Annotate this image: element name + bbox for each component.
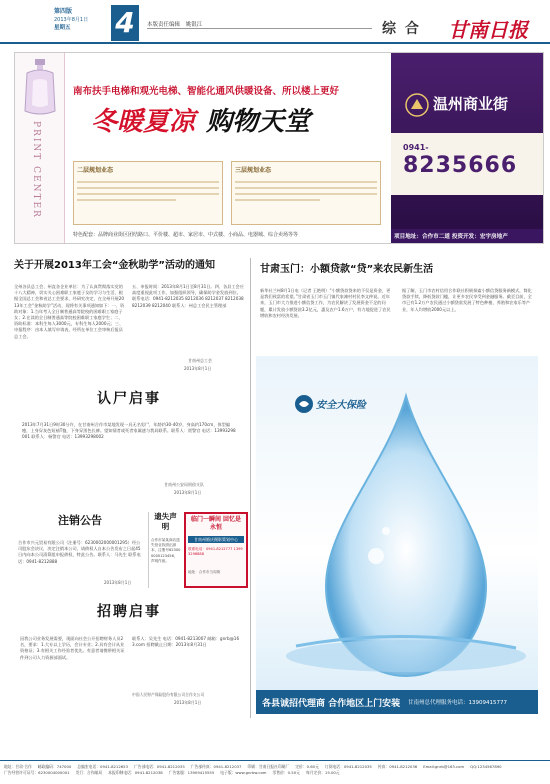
footer-item: Email:gnrb@163.com xyxy=(423,764,465,769)
editor-name: 姚银江 xyxy=(185,22,203,28)
mall-advertisement xyxy=(14,52,544,244)
phone-prefix: 0941- xyxy=(403,143,429,152)
notice-golden-autumn-title: 关于开展2013年工会“金秋助学”活动的通知 xyxy=(14,260,215,271)
wedding-ad-title: 临门一瞬间 回忆是永恒 xyxy=(190,516,242,531)
footer-item: 邮政编码：747000 xyxy=(37,764,72,769)
footer-rule xyxy=(0,760,550,761)
footer-item: 印刷：甘南日报社印刷厂 xyxy=(247,764,290,769)
perfume-panel xyxy=(15,53,65,244)
edition-date: 2013年8月1日 xyxy=(54,17,89,23)
insurance-hotline: 甘南州总代理服务电话：13909415777 xyxy=(408,700,507,706)
section-title: 综 合 xyxy=(382,21,421,37)
body-identification-signature: 甘南州公安局刑侦支队 xyxy=(164,482,204,487)
loss-declaration xyxy=(148,512,182,588)
footer-item: 电子版：www.gnrbw.com xyxy=(220,770,267,775)
footer-items xyxy=(4,764,546,776)
phone-panel xyxy=(391,133,544,195)
recruitment-title: 招聘启事 xyxy=(97,604,161,620)
footer-item: 定价：0.60元 xyxy=(295,764,319,769)
notice-golden-autumn-date: 2013年8月1日 xyxy=(184,366,212,371)
header-rule xyxy=(0,42,550,44)
panel-third-floor-title: 三层规划业态 xyxy=(235,167,272,174)
footer-item: 广告客服：13909415555 xyxy=(168,770,215,775)
footer-item: 传真：0941-8212036 xyxy=(377,764,418,769)
ad-subheadline: 南布扶手电梯和观光电梯、智能化通风供暖设备、所以楼上更好 xyxy=(73,86,340,97)
insurance-logo-text: 安全大保险 xyxy=(316,400,366,411)
footer-item: 订阅电话：0941-8212035 xyxy=(324,764,372,769)
mall-emblem-icon xyxy=(405,93,429,117)
recruitment-contact: 联系人：吴先生 电话：0941-8213007 邮箱：gnrb@163.com 招聘截止日期：2013年8月31日 xyxy=(132,636,240,648)
print-center-label: PRINT CENTER xyxy=(31,121,41,219)
edition-weekday: 星期五 xyxy=(54,25,71,31)
loss-declaration-text: 合作市某某商店遗失营业执照正副本，注册号623000000123456，声明作废。 xyxy=(151,538,181,563)
footer xyxy=(4,764,546,780)
body-identification-text: 2013年7月31日9时30分许，在甘南州合作市某地发现一具无名男尸，年龄约30-40岁，身高约170cm，体型偏瘦，上身穿灰色短袖T恤，下身穿黑色长裤。望知情者或死者家属速与我局联系。联系人：贾警官 电话：13993298001 联系人：杨警官 电话：13993298002 xyxy=(22,422,236,440)
notice-golden-autumn-col1: 全州各县总工会、州直各企业单位：为了认真贯彻落实党的十八大精神，切实关心困难职工家庭子女的学习与生活，根据全国总工会和省总工会要求，经研究决定，在全州开展2013年工会“金秋助学”活动，现将有关事项通知如下：一、资助对象：1.当年考入全日制普通高等院校的困难职工家庭子女；2.在读的全日制普通高等院校困难职工家庭学生；二、资助标准：本科生每人3000元，专科生每人2000元；三、申报程序：由本人填写申请表，经所在单位工会审核后报县总工会。 xyxy=(14,284,125,339)
wedding-ad-subtitle: 甘南州婚庆摄影策划中心 xyxy=(188,536,244,543)
cancellation-notice-title: 注销公告 xyxy=(58,514,102,527)
wedding-ad-contact: 联系电话：0941-8212777 13993298888 xyxy=(188,547,243,556)
notice-golden-autumn xyxy=(14,258,244,378)
wedding-photo-ad xyxy=(184,512,248,588)
footer-item: 广告部传真：0941-8212037 xyxy=(190,764,242,769)
page-number-block xyxy=(111,5,139,41)
insurance-banner xyxy=(256,690,538,714)
footer-item: QQ:1234567890 xyxy=(470,764,502,769)
ad-address: 项目地址：合作市二道 投资开发：宏宇房地产 xyxy=(394,234,508,240)
insurance-logo-icon xyxy=(294,394,314,414)
loss-declaration-title: 遗失声明 xyxy=(154,512,177,531)
yumen-article xyxy=(256,262,538,352)
edition-info xyxy=(54,8,110,32)
recruitment-body: 因我公司业务发展需要，现面向社会公开招聘财务人员2名，要求：1.大专以上学历，会计专业；2.具有会计从业资格证；3.有相关工作经验者优先。有意者请携带相关证件到公司人力资源部面试。 xyxy=(20,636,125,660)
ad-address-bar xyxy=(391,229,544,244)
body-identification-title: 认尸启事 xyxy=(97,391,161,407)
notice-golden-autumn-signature: 甘南州总工会 xyxy=(188,358,212,363)
footer-item: 本报印制电话：0941-8212038 xyxy=(108,770,163,775)
cancellation-notice-date: 2013年8月1日 xyxy=(104,580,132,585)
recruitment-notice xyxy=(14,596,244,714)
yumen-article-title: 甘肃玉门：小额贷款“贷”来农民新生活 xyxy=(260,264,434,275)
wedding-ad-address: 地址：合作市当周街 xyxy=(188,570,221,574)
body-identification-date: 2013年8月1日 xyxy=(174,490,202,495)
cancellation-notice xyxy=(14,510,146,588)
ad-panel-third-floor xyxy=(231,161,381,225)
mall-name: 温州商业街 xyxy=(433,95,509,113)
ad-headline xyxy=(91,101,310,138)
footer-item: 广告经营许可证号：6230004000001 xyxy=(4,770,70,775)
editor-line xyxy=(147,20,202,28)
ad-headline-red: 冬暖夏凉 xyxy=(91,107,196,137)
insurance-banner-text: 各县诚招代理商 合作地区上门安装 xyxy=(262,699,401,709)
cancellation-notice-text: 合作市兴元贸易有限公司（注册号：6230002000001295）经公司股东会决议，决定注销本公司，请债权人自本公告发布之日起45日内向本公司清算组申报债权，特此公告。联系人：马先生 联系电话：0941-8212888 xyxy=(18,540,141,564)
newspaper-title: 甘南日报 xyxy=(448,18,528,42)
notice-golden-autumn-col2: 五、申报时间：2013年8月1日至8月31日。四、各县工会应高度重视此项工作，加强组织领导，确保助学金发放到位。联系电话：0941-8212035 8212036 8212037 8212038 8212039 8212040 联系人：州总工会民主管理部 xyxy=(132,284,244,308)
ad-bottom-line: 特色配套：品牌商业街区团结路口、平价楼、超市、家居市、中式楼、小商品、电器城、综合卖场等等 xyxy=(73,232,299,238)
ad-panel-second-floor xyxy=(73,161,223,225)
recruitment-date: 2013年8月1日 xyxy=(174,700,202,705)
header-rule-left xyxy=(147,28,372,29)
recruitment-company: 中国人民财产保险股份有限公司合作支公司 xyxy=(132,692,205,697)
yumen-article-body-right: 据了解，玉门市农村信用合作联社积极探索小额信贷服务新模式，简化贷款手续，降低贷款门槛，让更多农民享受到金融服务。截至目前，全市已有1.2万户农民通过小额贷款发展了特色种植、养殖和农家乐等产业，年人均增收2000元以上。 xyxy=(402,288,532,312)
footer-item: 地址：甘肃·合作 xyxy=(4,764,32,769)
mall-logo-panel xyxy=(391,53,544,229)
footer-item: 广告部电话：0941-8212035 xyxy=(134,764,185,769)
edition-label: 第四版 xyxy=(54,8,73,15)
water-purifier-ad xyxy=(256,356,538,714)
page-number: 4 xyxy=(115,6,135,39)
ad-headline-black: 购物天堂 xyxy=(206,107,311,137)
footer-item: 每月定价：15.00元 xyxy=(305,770,340,775)
footer-item: 总编室电话：0941-8212653 xyxy=(77,764,129,769)
footer-item: 发行：合作邮局 xyxy=(75,770,103,775)
perfume-bottle-icon xyxy=(21,57,59,117)
footer-item: 零售价：0.50元 xyxy=(272,770,300,775)
body-identification-notice xyxy=(14,384,244,502)
masthead xyxy=(0,0,550,46)
panel-second-floor-title: 二层规划业态 xyxy=(77,167,114,174)
phone-number: 8235666 xyxy=(403,153,518,178)
column-divider xyxy=(250,258,251,718)
editor-label: 本版责任编辑 xyxy=(147,22,181,28)
yumen-article-body-left: 新华社兰州8月1日电（记者 王艳明）“小额贷款贷来的不仅是资金，更是我们致富的希望。”甘肃省玉门市玉门镇代家滩村村民李文仲说。近年来，玉门市大力推进小额信贷工作，为农民解决了发展资金不足的问题，累计发放小额贷款3.2亿元，惠及农户1.6万户，有力地促进了农民增收和农村经济发展。 xyxy=(260,288,391,318)
